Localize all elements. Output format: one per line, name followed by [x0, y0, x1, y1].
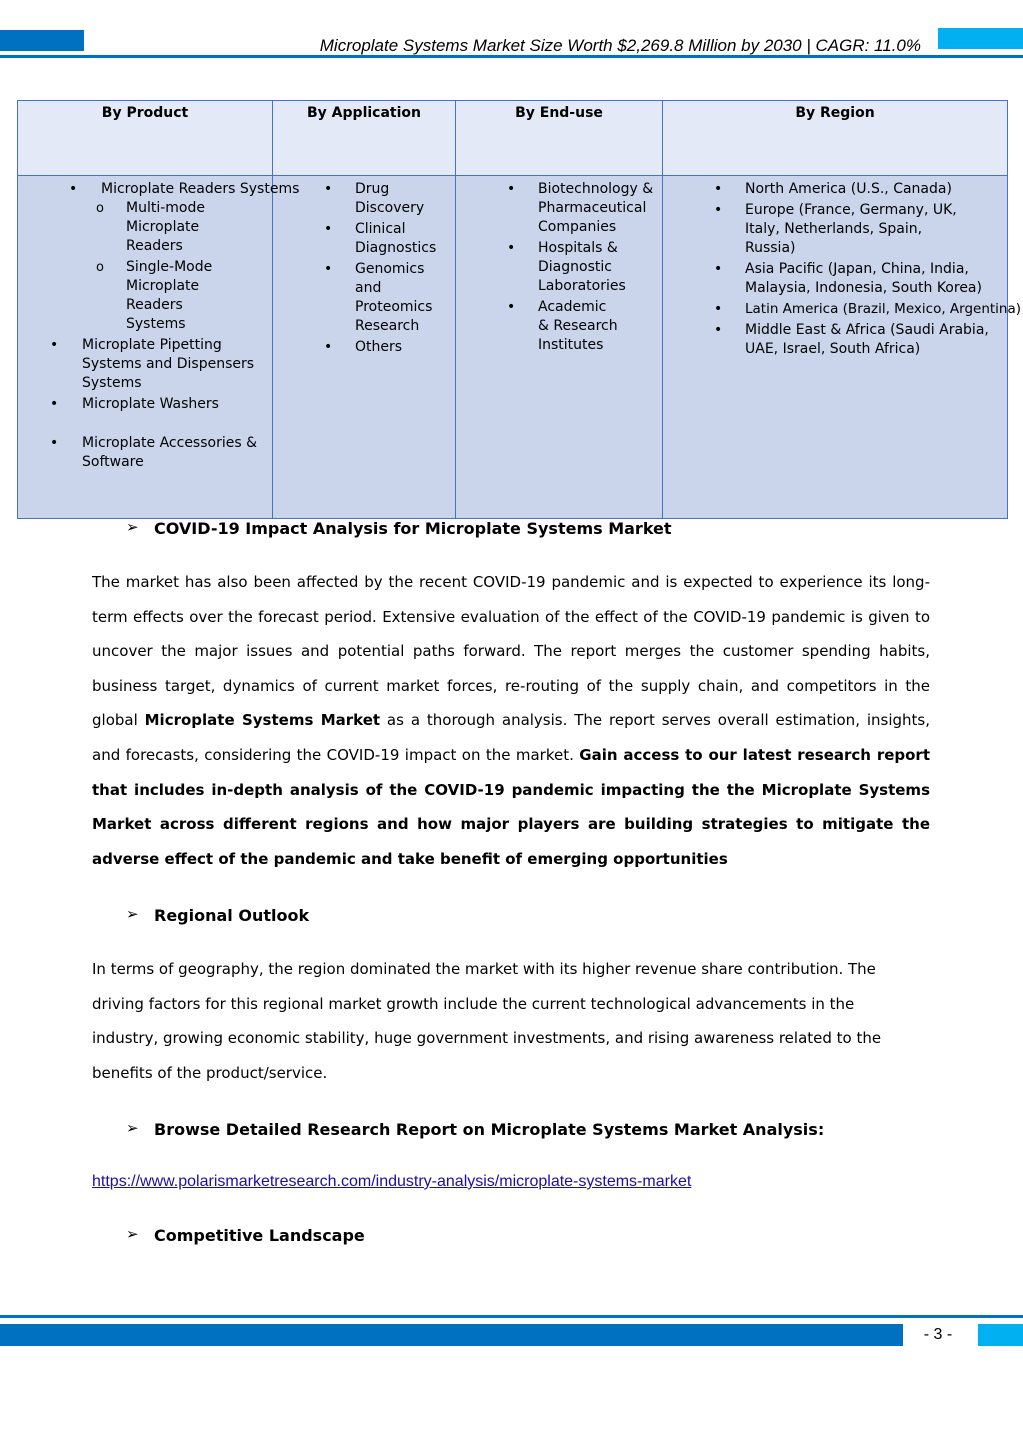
- region-list: [663, 180, 1022, 359]
- segmentation-header-row: [18, 101, 1008, 176]
- bullet-icon: •: [50, 435, 59, 451]
- bullet-icon: •: [324, 261, 333, 277]
- header-rule: [0, 55, 1023, 58]
- footer-accent-bar: [0, 1324, 903, 1346]
- list-item: • Microplate Accessories & Software: [50, 435, 257, 470]
- product-cell: [18, 176, 300, 519]
- header-by-application: By Application: [273, 101, 456, 176]
- list-item: • North America (U.S., Canada): [714, 181, 952, 197]
- bullet-icon: •: [50, 396, 59, 412]
- bullet-icon: •: [324, 339, 333, 355]
- product-readers: Microplate Readers Systems: [101, 181, 300, 197]
- product-list: [18, 180, 300, 472]
- circle-bullet-icon: o: [96, 201, 104, 216]
- covid-cta-bold: Gain access to our latest research report that includes in-depth analysis of the COVID-19 pandemic impacting the the Microplate Systems Market across different regions and how major players are building strategies to mitigate the adverse effect of the pandemic and take benefit of emerging opportunities: [92, 745, 931, 868]
- list-item: • Microplate Pipetting Systems and Dispensers Systems: [50, 337, 255, 391]
- arrow-bullet-icon: ➢: [126, 905, 139, 923]
- report-link[interactable]: https://www.polarismarketresearch.com/industry-analysis/microplate-systems-market: [92, 1173, 692, 1190]
- bullet-icon: •: [714, 261, 723, 277]
- list-item: o Multi-mode Microplate Readers: [96, 200, 205, 254]
- bullet-icon: •: [507, 299, 516, 315]
- application-cell: [273, 176, 456, 519]
- market-name-bold: Microplate Systems Market: [144, 711, 381, 730]
- circle-bullet-icon: o: [96, 260, 104, 275]
- list-item: • Asia Pacific (Japan, China, India, Malaysia, Indonesia, South Korea): [714, 261, 982, 296]
- list-item: • Middle East & Africa (Saudi Arabia, UAE, Israel, South Africa): [714, 322, 989, 357]
- bullet-icon: •: [50, 337, 59, 353]
- bullet-icon: •: [714, 322, 723, 338]
- footer-rule: [0, 1315, 1023, 1318]
- bullet-icon: •: [69, 181, 78, 197]
- arrow-bullet-icon: ➢: [126, 1225, 139, 1243]
- product-readers-sublist: [18, 199, 272, 334]
- list-item: • Drug Discovery: [324, 181, 425, 216]
- regional-paragraph: In terms of geography, the region dominated the market with its higher revenue share contribution. The driving factors for this regional market growth include the current technological advancements in the industry, growing economic stability, huge government investments, and rising awareness related to the benefits of the product/service.: [92, 960, 882, 1082]
- header-by-product: By Product: [18, 101, 273, 176]
- list-item: • Europe (France, Germany, UK, Italy, Netherlands, Spain, Russia): [714, 202, 957, 256]
- list-item: • Others: [324, 339, 403, 355]
- list-item: • Academic & Research Institutes: [507, 299, 618, 353]
- header-by-end-use: By End-use: [456, 101, 663, 176]
- list-item: [69, 180, 300, 334]
- bullet-icon: •: [507, 240, 516, 256]
- application-list: [273, 180, 455, 357]
- list-item: • Biotechnology & Pharmaceutical Companies: [507, 181, 654, 235]
- list-item: • Clinical Diagnostics: [324, 221, 437, 256]
- page-number: - 3 -: [923, 1326, 953, 1343]
- list-item: o Single-Mode Microplate Readers Systems: [96, 259, 213, 332]
- bullet-icon: •: [714, 301, 723, 317]
- header-accent-bar-right: [938, 28, 1023, 49]
- bullet-icon: •: [714, 202, 723, 218]
- footer-accent-bar-right: [978, 1324, 1023, 1346]
- bullet-icon: •: [507, 181, 516, 197]
- bullet-icon: •: [324, 221, 333, 237]
- list-item: • Microplate Washers: [50, 396, 219, 412]
- arrow-bullet-icon: ➢: [126, 1119, 139, 1137]
- list-item: • Genomics and Proteomics Research: [324, 261, 433, 334]
- header-by-region: By Region: [663, 101, 1008, 176]
- region-cell: [663, 176, 1022, 519]
- segmentation-body-row: [18, 176, 1008, 519]
- bullet-icon: •: [714, 181, 723, 197]
- arrow-bullet-icon: ➢: [126, 518, 139, 536]
- page-header-title: Microplate Systems Market Size Worth $2,269.8 Million by 2030 | CAGR: 11.0%: [319, 36, 921, 55]
- end-use-list: [456, 180, 662, 355]
- bullet-icon: •: [324, 181, 333, 197]
- end-use-cell: [456, 176, 663, 519]
- list-item: • Latin America (Brazil, Mexico, Argentina): [714, 301, 1022, 317]
- segmentation-table: [17, 100, 1022, 519]
- list-item: • Hospitals & Diagnostic Laboratories: [507, 240, 626, 294]
- covid-paragraph: The market has also been affected by the recent COVID-19 pandemic and is expected to experience its long-term effects over the forecast period. Extensive evaluation of the effect of the COVID-19 pandemic is given to uncover the major issues and potential paths forward. The report merges the customer spending habits, business target, dynamics of current market forces, re-routing of the supply chain, and competitors in the global Microplate Systems Market as a thorough analysis. The report serves overall estimation, insights, and forecasts, considering the COVID-19 impact on the market. Gain access to our latest research report that includes in-depth analysis of the COVID-19 pandemic impacting the the Microplate Systems Market across different regions and how major players are building strategies to mitigate the adverse effect of the pandemic and take benefit of emerging opportunities: [92, 573, 931, 868]
